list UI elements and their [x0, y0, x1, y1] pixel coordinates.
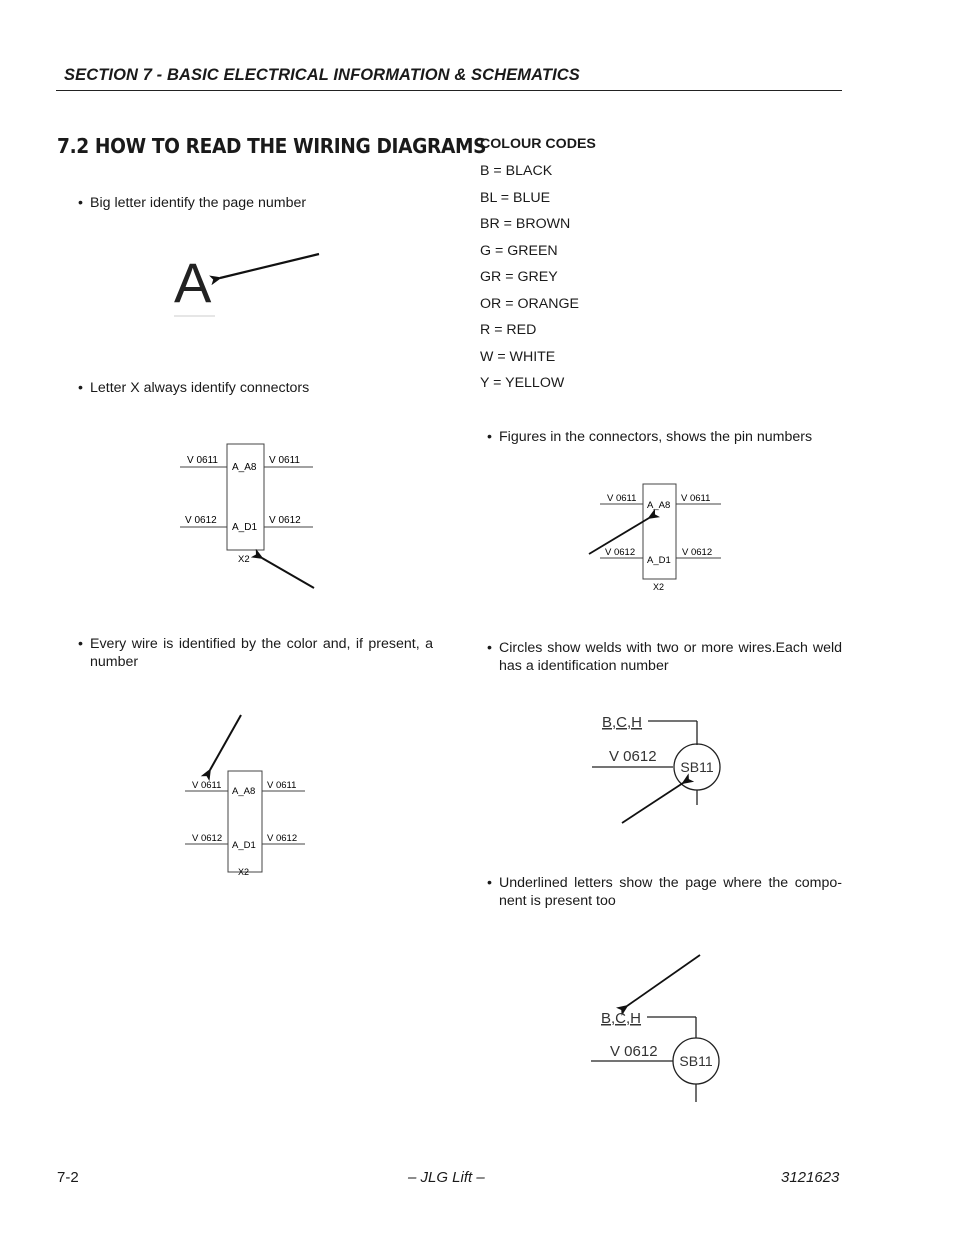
page-reference: B,C,H [601, 1010, 642, 1027]
bullet-dot: • [78, 380, 83, 396]
bullet-connectors [78, 379, 438, 399]
page-letter: A [174, 251, 212, 314]
bullet-dot: • [487, 875, 492, 891]
bullet-text: Big letter identify the page number [90, 195, 307, 211]
wire-number: V 0612 [609, 748, 657, 765]
weld-diagram-1 [585, 705, 735, 830]
wire-label: V 0612 [269, 515, 301, 526]
bullet-dot: • [78, 195, 83, 211]
footer-doc-number: 3121623 [781, 1169, 840, 1186]
pin-label: A_A8 [647, 500, 671, 511]
connector-diagram-3 [585, 480, 725, 595]
colour-code-item: BR = BROWN [480, 216, 571, 232]
connector-name: X2 [238, 554, 250, 565]
bullet-text: Letter X always identify connectors [90, 380, 310, 396]
connector-name: X2 [653, 582, 665, 592]
header-divider [56, 90, 842, 91]
bullet-pin-numbers [487, 428, 847, 448]
wire-label: V 0612 [267, 833, 298, 844]
pin-label: A_A8 [232, 462, 257, 473]
pin-label: A_D1 [647, 555, 671, 566]
wire-label: V 0611 [187, 455, 218, 466]
weld-id: SB11 [680, 759, 714, 775]
colour-code-item: OR = ORANGE [480, 295, 579, 312]
bullet-dot: • [487, 640, 492, 656]
bullet-text: Figures in the connectors, shows the pin numbers [499, 429, 813, 445]
wire-label: V 0611 [192, 780, 222, 791]
colour-code-item: W = WHITE [480, 348, 556, 365]
footer-page-number: 7-2 [57, 1169, 79, 1186]
colour-code-item: B = BLACK [480, 163, 553, 179]
weld-id: SB11 [679, 1053, 713, 1069]
page-reference: B,C,H [602, 714, 643, 731]
wire-label: V 0612 [682, 547, 713, 558]
bullet-text: Every wire is identified by the color and, if present, a number [90, 636, 433, 670]
bullet-dot: • [78, 636, 83, 652]
bullet-dot: • [487, 429, 492, 445]
bullet-underlined [487, 874, 842, 914]
section-title: 7.2 HOW TO READ THE WIRING DIAGRAMS [57, 134, 487, 158]
pointer-arrow [627, 955, 700, 1006]
connector-name: X2 [238, 867, 250, 877]
weld-diagram-2 [585, 950, 735, 1110]
bullet-page-letter [78, 194, 438, 214]
connector-diagram-1 [175, 440, 325, 595]
wire-label: V 0611 [269, 455, 300, 466]
bullet-text: Underlined letters show the page where the compo-nent is present too [499, 875, 842, 909]
wire-number: V 0612 [610, 1043, 658, 1060]
pin-label: A_D1 [232, 840, 256, 851]
colour-code-item: BL = BLUE [480, 189, 551, 206]
pointer-arrow [262, 558, 314, 588]
pin-label: A_A8 [232, 786, 256, 797]
wire-label: V 0611 [681, 493, 711, 504]
page-letter-figure [160, 240, 340, 330]
pointer-arrow [622, 783, 683, 823]
bullet-text: Circles show welds with two or more wires.Each weld has a identification number [499, 640, 842, 674]
connector-body [227, 444, 264, 550]
colour-code-item: GR = GREY [480, 269, 558, 285]
footer-brand: – JLG Lift – [408, 1169, 485, 1186]
pin-label: A_D1 [232, 522, 258, 533]
bullet-wire-id [78, 635, 433, 675]
colour-code-item: G = GREEN [480, 242, 558, 259]
colour-code-item: Y = YELLOW [480, 375, 565, 391]
colour-codes-title: COLOUR CODES [480, 136, 596, 152]
wire-label: V 0611 [607, 493, 637, 504]
wire-label: V 0611 [267, 780, 297, 791]
colour-code-item: R = RED [480, 322, 537, 338]
colour-codes-list [480, 162, 579, 401]
connector-diagram-2 [180, 710, 315, 880]
pointer-arrow [210, 715, 241, 770]
wire-label: V 0612 [605, 547, 636, 558]
wire-label: V 0612 [192, 833, 223, 844]
pointer-arrow [220, 254, 319, 278]
bullet-welds [487, 639, 842, 679]
wire-label: V 0612 [185, 515, 217, 526]
section-header: SECTION 7 - BASIC ELECTRICAL INFORMATION & SCHEMATICS [64, 66, 580, 84]
